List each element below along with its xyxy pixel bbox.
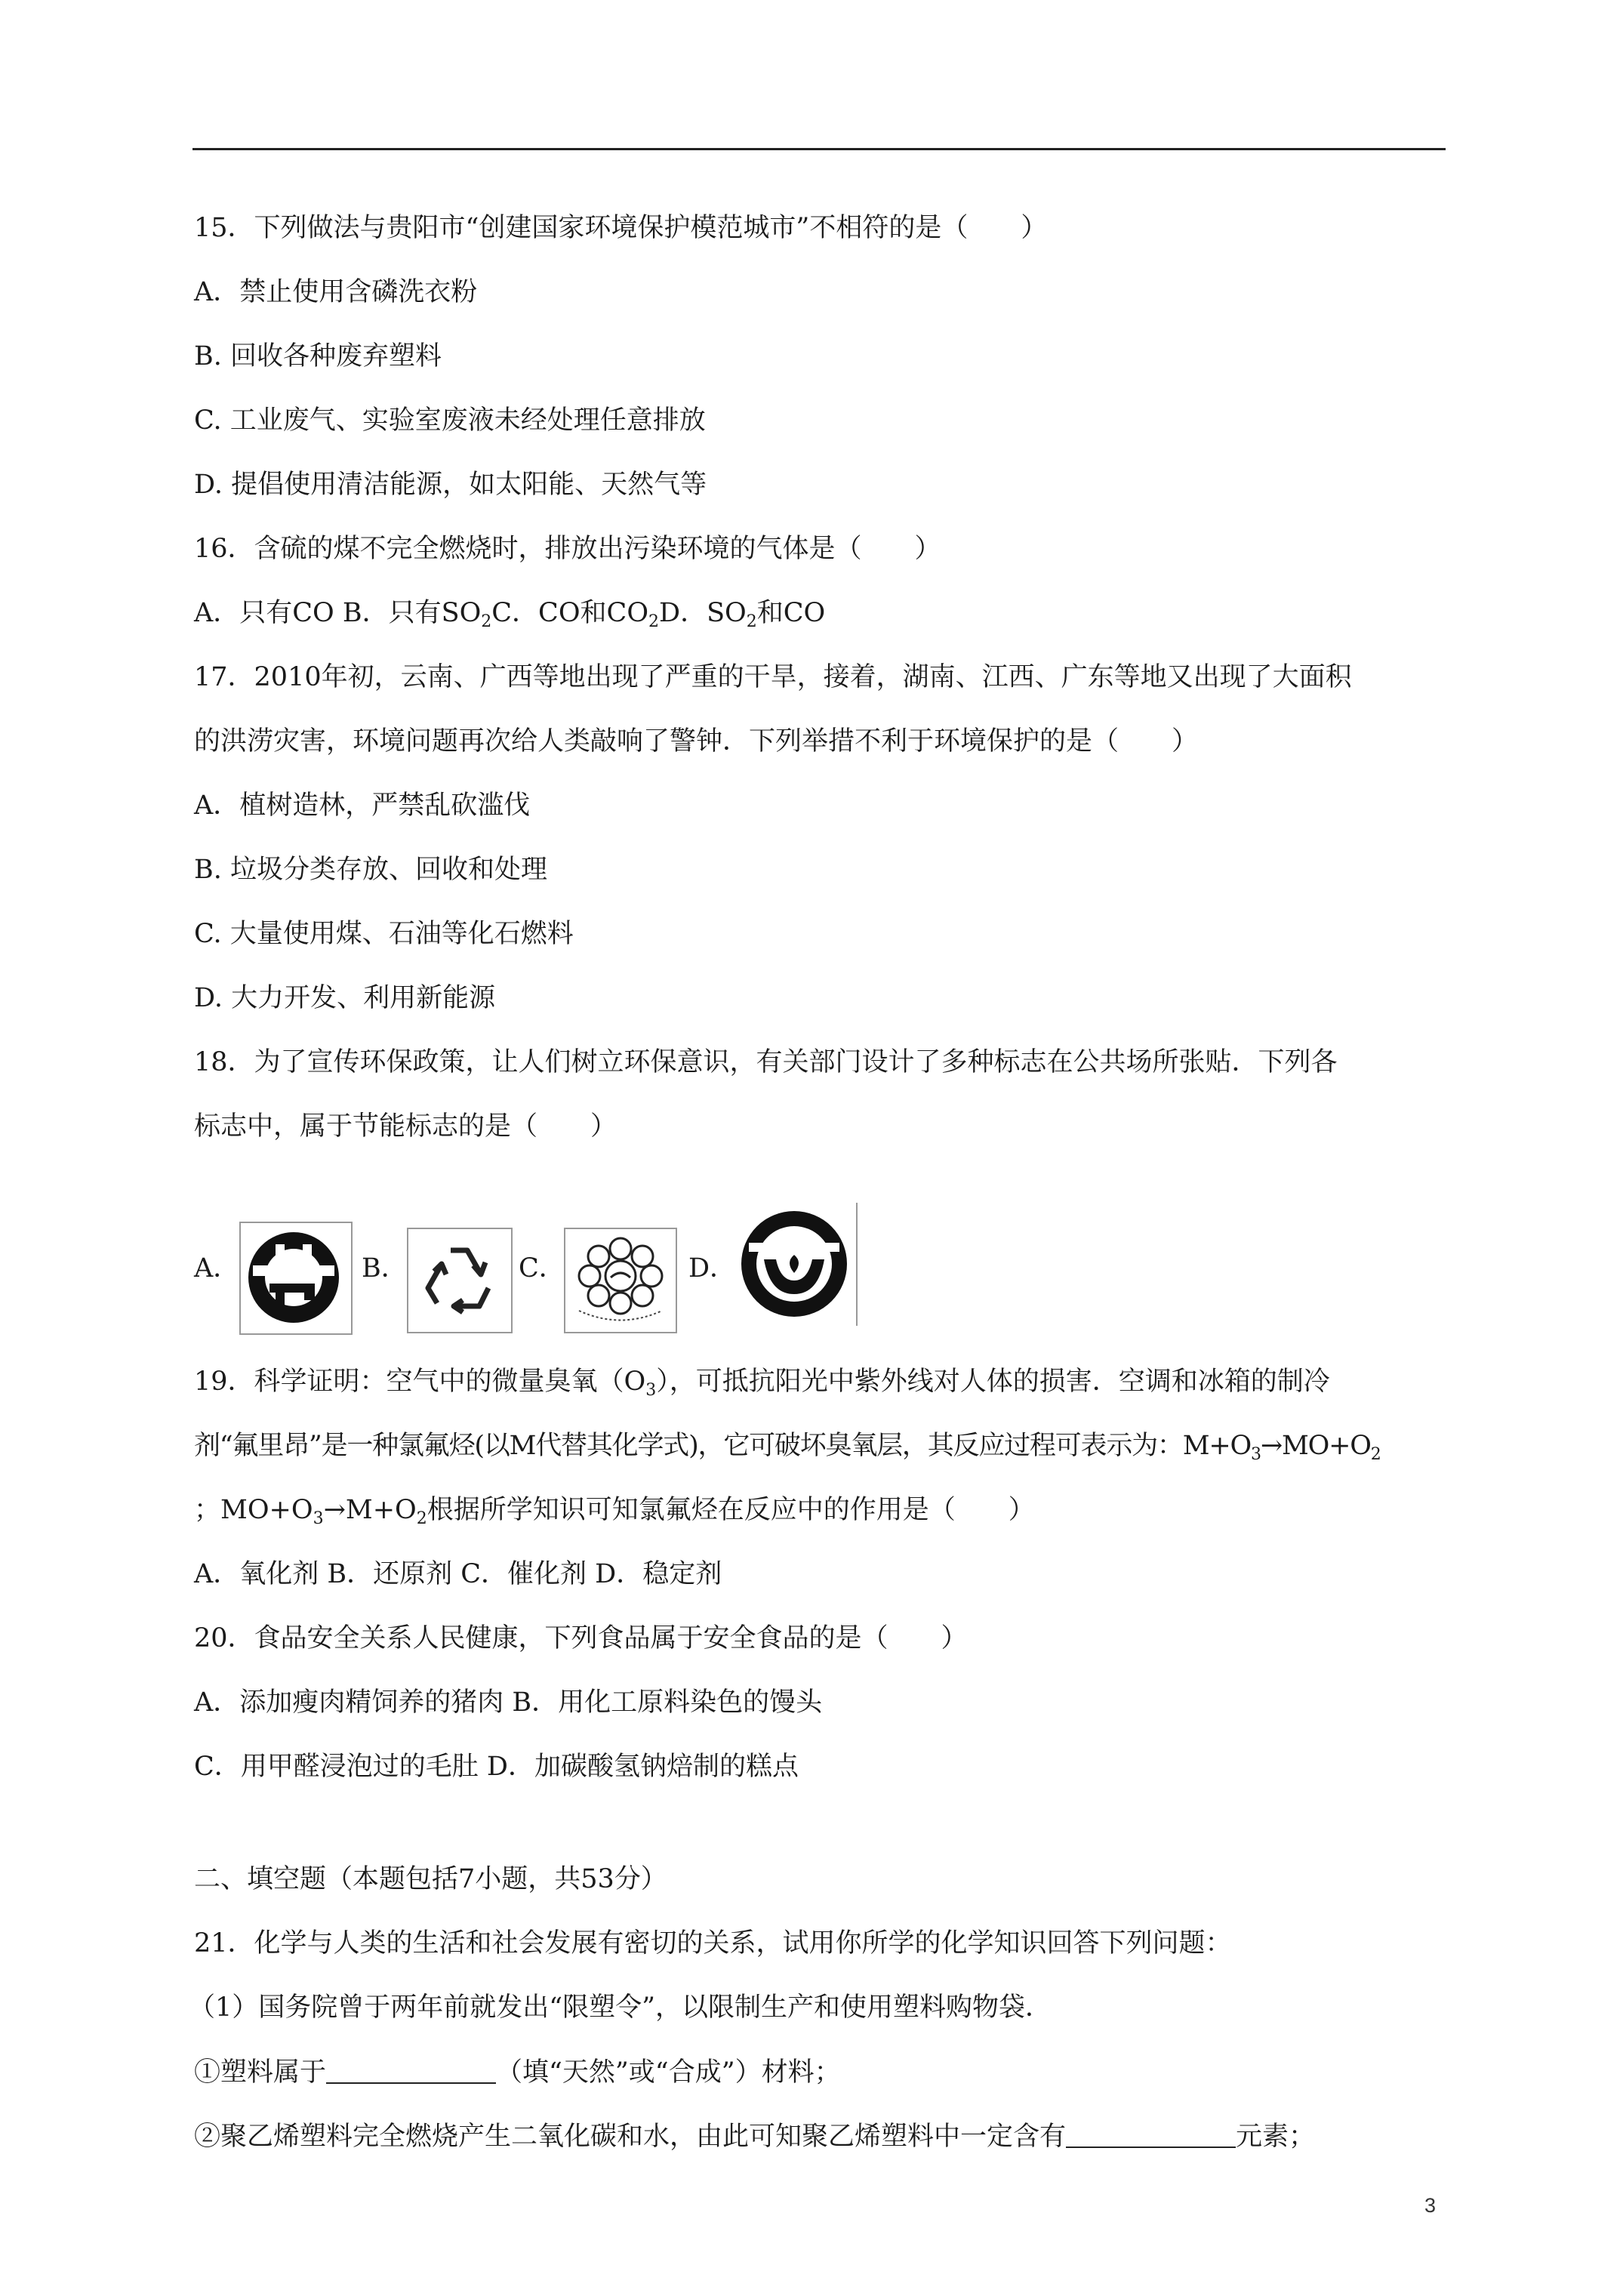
q18-opt-b-label: B． [362,1253,408,1284]
q20-stem: 20．食品安全关系人民健康，下列食品属于安全食品的是（ ） [194,1623,968,1653]
q16-opt-d: D．SO [659,598,747,628]
q19-line3 [194,1493,1035,1527]
q21-item-2-a: ②聚乙烯塑料完全燃烧产生二氧化碳和水，由此可知聚乙烯塑料中一定含有 [194,2122,1067,2152]
q15-stem: 15．下列做法与贵阳市“创建国家环境保护模范城市”不相符的是（ ） [194,213,1048,243]
q19-line2-sub1: 3 [1251,1445,1261,1464]
q19-line3-a: ；MO+O [194,1495,313,1525]
q16-sub-1: 2 [481,612,492,631]
q19-line3-sub2: 2 [416,1509,427,1528]
q16-opt-ab: A．只有CO B．只有SO [194,598,482,628]
q17-option-d: D. 大力开发、利用新能源 [194,983,496,1013]
q19-line2-sub2: 2 [1370,1445,1381,1464]
environmental-flower-icon [564,1228,677,1333]
header-rule [192,148,1446,150]
q15-option-d: D. 提倡使用清洁能源，如太阳能、天然气等 [194,470,707,500]
q19-line1 [194,1365,1330,1398]
q19-line2-b: →MO+O [1260,1431,1371,1461]
q19-line2 [194,1429,1381,1462]
q19-line1-b: ），可抵抗阳光中紫外线对人体的损害．空调和冰箱的制冷 [656,1367,1330,1397]
q16-opt-d-end: 和CO [756,598,826,628]
q18-stem-line2: 标志中，属于节能标志的是（ ） [194,1111,617,1142]
q19-line3-c: 根据所学知识可知氯氟烃在反应中的作用是（ ） [427,1495,1035,1525]
water-saving-logo-icon [734,1202,858,1327]
q15-option-b: B. 回收各种废弃塑料 [194,341,442,371]
q19-line3-b: →M+O [323,1495,417,1525]
q17-option-b: B. 垃圾分类存放、回收和处理 [194,855,547,885]
q16-stem: 16．含硫的煤不完全燃烧时，排放出污染环境的气体是（ ） [194,534,941,564]
section-2-title: 二、填空题（本题包括7小题，共53分） [194,1864,667,1894]
q21-item-2-b: 元素； [1236,2122,1316,2152]
q16-sub-2: 2 [648,612,660,631]
q17-option-a: A．植树造林，严禁乱砍滥伐 [194,791,531,821]
q15-option-c: C. 工业废气、实验室废液未经处理任意排放 [194,405,706,436]
q18-stem-line1: 18．为了宣传环保政策，让人们树立环保意识，有关部门设计了多种标志在公共场所张贴．下列各 [194,1047,1338,1077]
page-number: 3 [1424,2194,1436,2217]
q17-option-c: C. 大量使用煤、石油等化石燃料 [194,919,574,949]
q16-opt-c: C．CO和CO [491,598,649,628]
q21-blank-1[interactable] [326,2055,496,2084]
q18-opt-d-label: D． [688,1253,737,1284]
q18-opt-a-label: A． [194,1253,240,1284]
q17-stem-line2: 的洪涝灾害，环境问题再次给人类敲响了警钟．下列举措不利于环境保护的是（ ） [194,726,1199,757]
q21-item-2 [194,2119,1315,2153]
q19-line2-a: 剂“氟里昂”是一种氯氟烃(以M代替其化学式)，它可破坏臭氧层，其反应过程可表示为：M+O [194,1431,1251,1461]
q21-item-1-a: ①塑料属于 [194,2057,327,2088]
q16-options [194,596,825,630]
q17-stem-line1: 17．2010年初，云南、广西等地出现了严重的干旱，接着，湖南、江西、广东等地又出现了大面积 [194,662,1352,692]
q18-opt-c-label: C． [519,1253,565,1284]
q21-stem: 21．化学与人类的生活和社会发展有密切的关系，试用你所学的化学知识回答下列问题： [194,1928,1232,1959]
q21-item-1 [194,2055,841,2089]
recycling-icon [407,1228,513,1333]
q19-options: A．氧化剂 B．还原剂 C．催化剂 D．稳定剂 [194,1559,722,1589]
q19-line3-sub1: 3 [313,1509,324,1528]
q20-options-ab: A．添加瘦肉精饲养的猪肉 B．用化工原料染色的馒头 [194,1687,823,1718]
q15-option-a: A．禁止使用含磷洗衣粉 [194,277,478,307]
q19-line1-a: 19．科学证明：空气中的微量臭氧（O [194,1367,646,1397]
q16-sub-3: 2 [746,612,757,631]
energy-saving-logo-icon [239,1222,353,1335]
q21-sub-1: （1）国务院曾于两年前就发出“限塑令”，以限制生产和使用塑料购物袋． [189,1992,1052,2023]
q20-options-cd: C．用甲醛浸泡过的毛肚 D．加碳酸氢钠焙制的糕点 [194,1752,799,1782]
q21-item-1-b: （填“天然”或“合成”）材料； [496,2057,841,2088]
q19-line1-sub: 3 [645,1381,657,1400]
q21-blank-2[interactable] [1066,2119,1236,2148]
